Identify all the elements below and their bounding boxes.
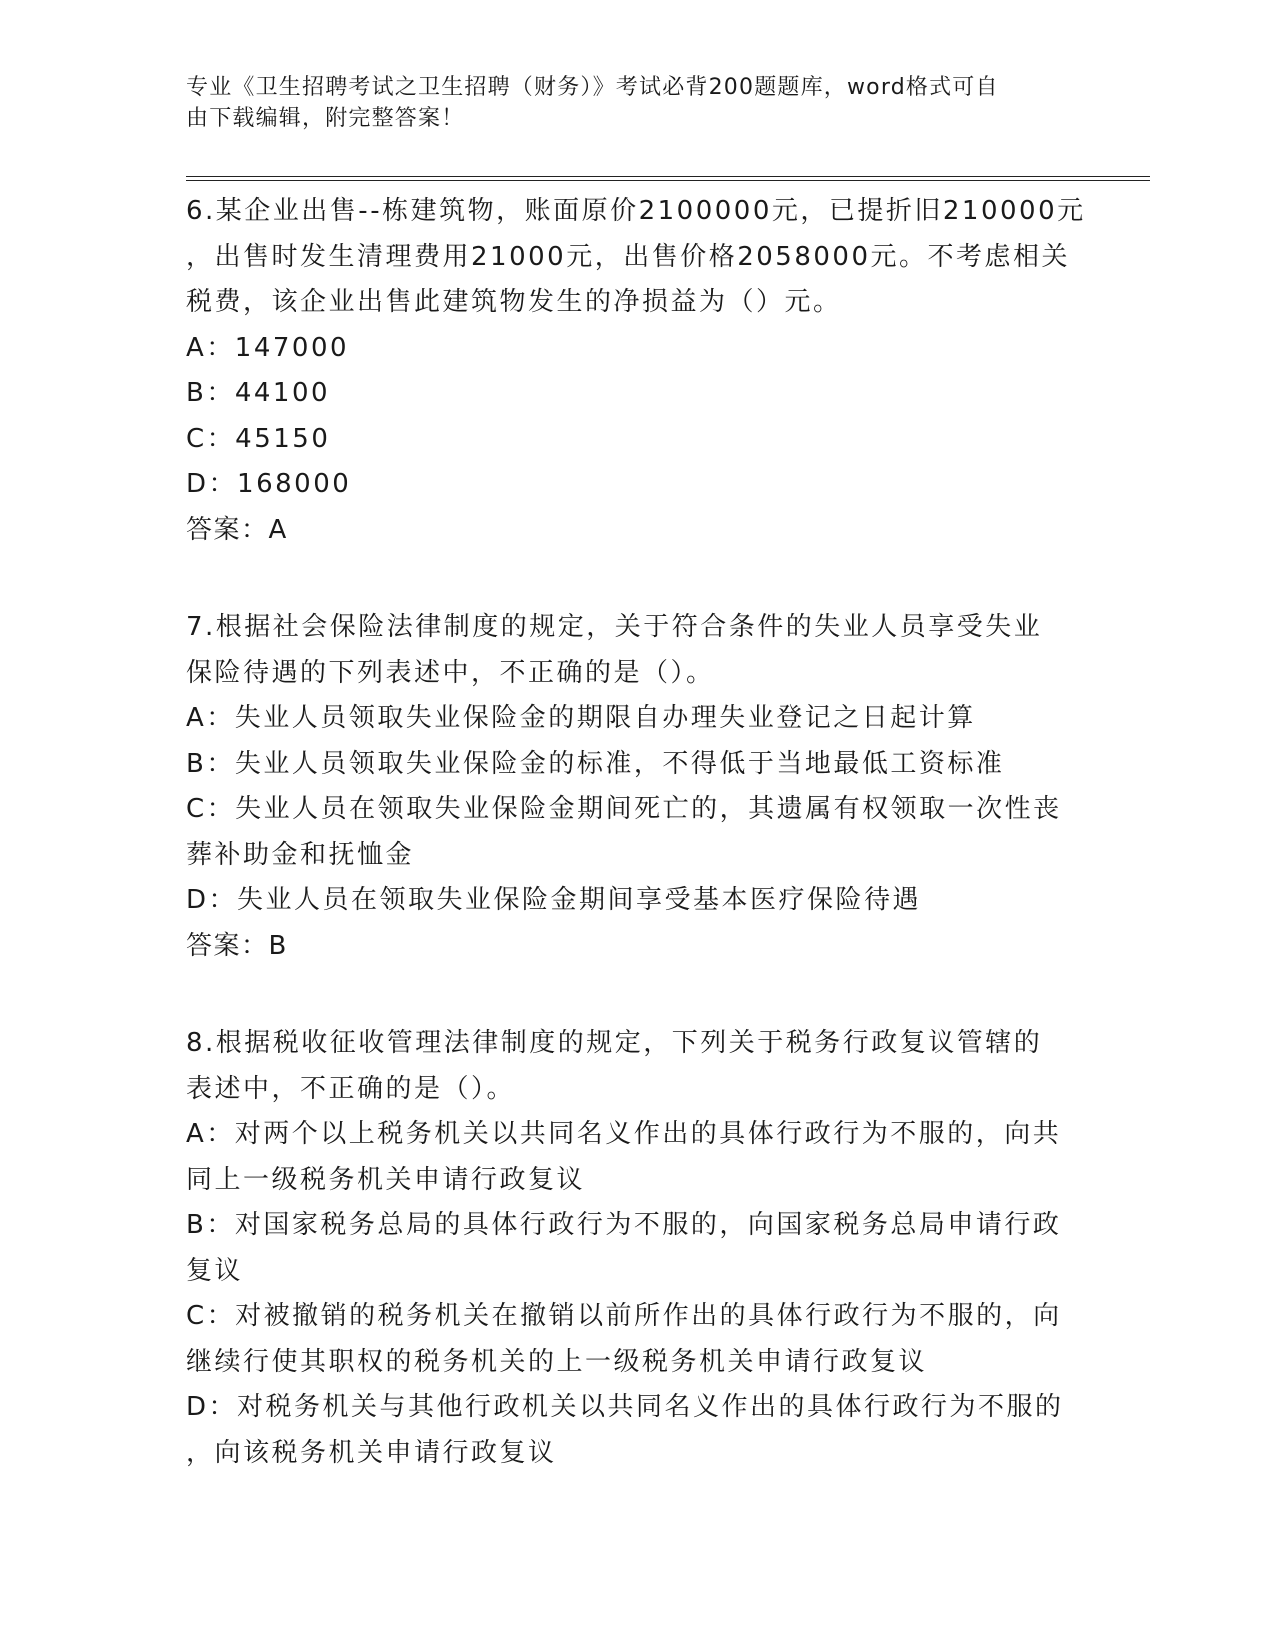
- option-a: A：147000: [186, 332, 350, 363]
- option-b: B：44100: [186, 378, 331, 408]
- question-stem-line: 保险待遇的下列表述中，不正确的是（）。: [186, 657, 715, 688]
- option-a-continued: 同上一级税务机关申请行政复议: [186, 1164, 586, 1195]
- option-d: D：对税务机关与其他行政机关以共同名义作出的具体行政行为不服的: [186, 1392, 1064, 1422]
- question-8: [186, 1021, 1086, 1476]
- question-6: [186, 189, 1086, 553]
- header-line-1: 专业《卫生招聘考试之卫生招聘（财务）》考试必背200题题库，word格式可自: [186, 75, 999, 100]
- option-c: C：45150: [186, 423, 331, 454]
- option-c: C：失业人员在领取失业保险金期间死亡的，其遗属有权领取一次性丧: [186, 794, 1062, 824]
- option-d: D：168000: [186, 469, 352, 499]
- header-divider: [186, 176, 1150, 181]
- answer-value: B: [268, 930, 288, 961]
- option-c-continued: 葬补助金和抚恤金: [186, 839, 415, 870]
- question-stem-line: 表述中，不正确的是（）。: [186, 1073, 516, 1104]
- question-list: [186, 189, 1086, 1528]
- document-header: [186, 72, 1066, 134]
- answer-line: [186, 924, 1086, 970]
- option-a: A：失业人员领取失业保险金的期限自办理失业登记之日起计算: [186, 703, 976, 733]
- answer-line: [186, 508, 1086, 554]
- question-7: [186, 605, 1086, 969]
- question-stem-line: 7.根据社会保险法律制度的规定，关于符合条件的失业人员享受失业: [186, 612, 1043, 642]
- answer-label: 答案：: [186, 930, 269, 961]
- option-c: C：对被撤销的税务机关在撤销以前所作出的具体行政行为不服的，向: [186, 1301, 1062, 1331]
- option-c-continued: 继续行使其职权的税务机关的上一级税务机关申请行政复议: [186, 1346, 928, 1377]
- option-d: D：失业人员在领取失业保险金期间享受基本医疗保险待遇: [186, 885, 922, 915]
- question-stem-line: ，出售时发生清理费用21000元，出售价格2058000元。不考虑相关: [186, 241, 1071, 272]
- question-stem-line: 税费，该企业出售此建筑物发生的净损益为（）元。: [186, 287, 842, 317]
- question-stem-line: 6.某企业出售--栋建筑物，账面原价2100000元，已提折旧210000元: [186, 196, 1086, 226]
- header-line-2: 由下载编辑，附完整答案！: [186, 106, 465, 131]
- option-b: B：对国家税务总局的具体行政行为不服的，向国家税务总局申请行政: [186, 1210, 1062, 1240]
- option-b-continued: 复议: [186, 1255, 244, 1286]
- option-a: A：对两个以上税务机关以共同名义作出的具体行政行为不服的，向共: [186, 1119, 1062, 1149]
- question-stem-line: 8.根据税收征收管理法律制度的规定，下列关于税务行政复议管辖的: [186, 1028, 1043, 1058]
- option-d-continued: ，向该税务机关申请行政复议: [186, 1437, 557, 1468]
- option-b: B：失业人员领取失业保险金的标准，不得低于当地最低工资标准: [186, 748, 1005, 779]
- answer-label: 答案：: [186, 514, 269, 545]
- answer-value: A: [268, 514, 288, 545]
